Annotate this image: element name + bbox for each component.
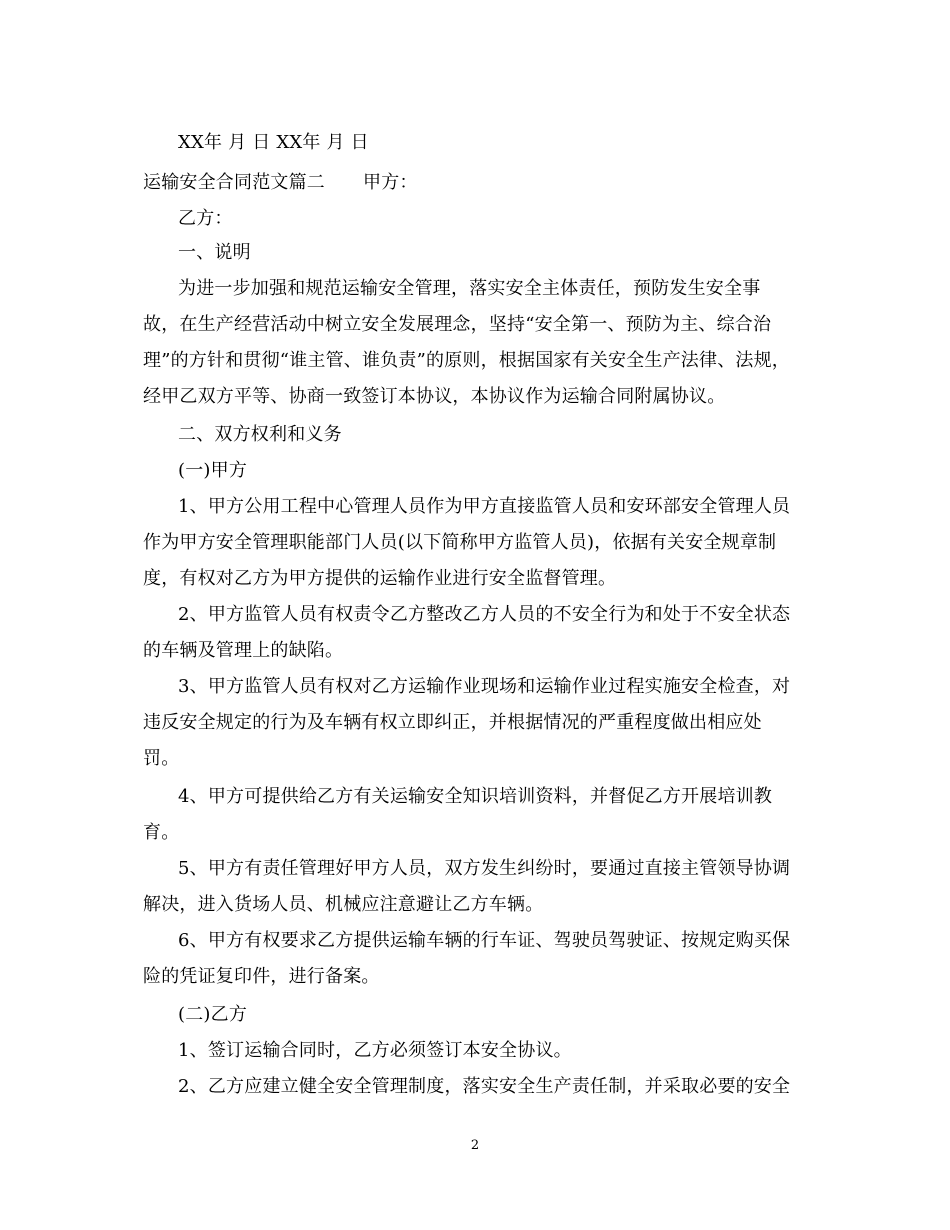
paragraph-line: 违反安全规定的行为及车辆有权立即纠正，并根据情况的严重程度做出相应处	[143, 712, 762, 733]
paragraph-line: 育。	[143, 822, 180, 843]
date-line: XX年 月 日 XX年 月 日	[178, 132, 369, 153]
paragraph-line: 1、甲方公用工程中心管理人员作为甲方直接监管人员和安环部安全管理人员	[178, 496, 791, 517]
title-line	[143, 171, 813, 195]
paragraph-line: 2、甲方监管人员有权责令乙方整改乙方人员的不安全行为和处于不安全状态	[178, 604, 791, 625]
paragraph-line: 3、甲方监管人员有权对乙方运输作业现场和运输作业过程实施安全检查，对	[178, 676, 791, 697]
sub-heading: (一)甲方	[178, 460, 248, 481]
paragraph-line: 经甲乙双方平等、协商一致签订本协议，本协议作为运输合同附属协议。	[143, 386, 726, 407]
party-b-label: 乙方：	[178, 208, 233, 229]
paragraph-line: 2、乙方应建立健全安全管理制度，落实安全生产责任制，并采取必要的安全	[178, 1076, 791, 1097]
section-heading: 一、说明	[178, 242, 251, 263]
paragraph-line: 6、甲方有权要求乙方提供运输车辆的行车证、驾驶员驾驶证、按规定购买保	[178, 930, 791, 951]
paragraph-line: 险的凭证复印件，进行备案。	[143, 966, 380, 987]
paragraph-line: 5、甲方有责任管理好甲方人员，双方发生纠纷时，要通过直接主管领导协调	[178, 858, 791, 879]
document-title: 运输安全合同范文篇二	[143, 172, 325, 193]
paragraph-line: 4、甲方可提供给乙方有关运输安全知识培训资料，并督促乙方开展培训教	[178, 786, 773, 807]
paragraph-line: 的车辆及管理上的缺陷。	[143, 640, 344, 661]
party-a-label: 甲方：	[363, 172, 418, 193]
section-heading: 二、双方权利和义务	[178, 424, 342, 445]
sub-heading: (二)乙方	[178, 1004, 248, 1025]
paragraph-line: 作为甲方安全管理职能部门人员(以下简称甲方监管人员)，依据有关安全规章制	[143, 532, 777, 553]
paragraph-line: 理”的方针和贯彻“谁主管、谁负责”的原则，根据国家有关安全生产法律、法规，	[143, 350, 791, 371]
paragraph-line: 度，有权对乙方为甲方提供的运输作业进行安全监督管理。	[143, 568, 617, 589]
paragraph-line: 为进一步加强和规范运输安全管理，落实安全主体责任，预防发生安全事	[178, 278, 761, 299]
page-number: 2	[470, 1138, 480, 1153]
paragraph-line: 故，在生产经营活动中树立安全发展理念，坚持“安全第一、预防为主、综合治	[143, 314, 772, 335]
paragraph-line: 罚。	[143, 748, 180, 769]
paragraph-line: 解决，进入货场人员、机械应注意避让乙方车辆。	[143, 894, 544, 915]
paragraph-line: 1、签订运输合同时，乙方必须签订本安全协议。	[178, 1040, 572, 1061]
